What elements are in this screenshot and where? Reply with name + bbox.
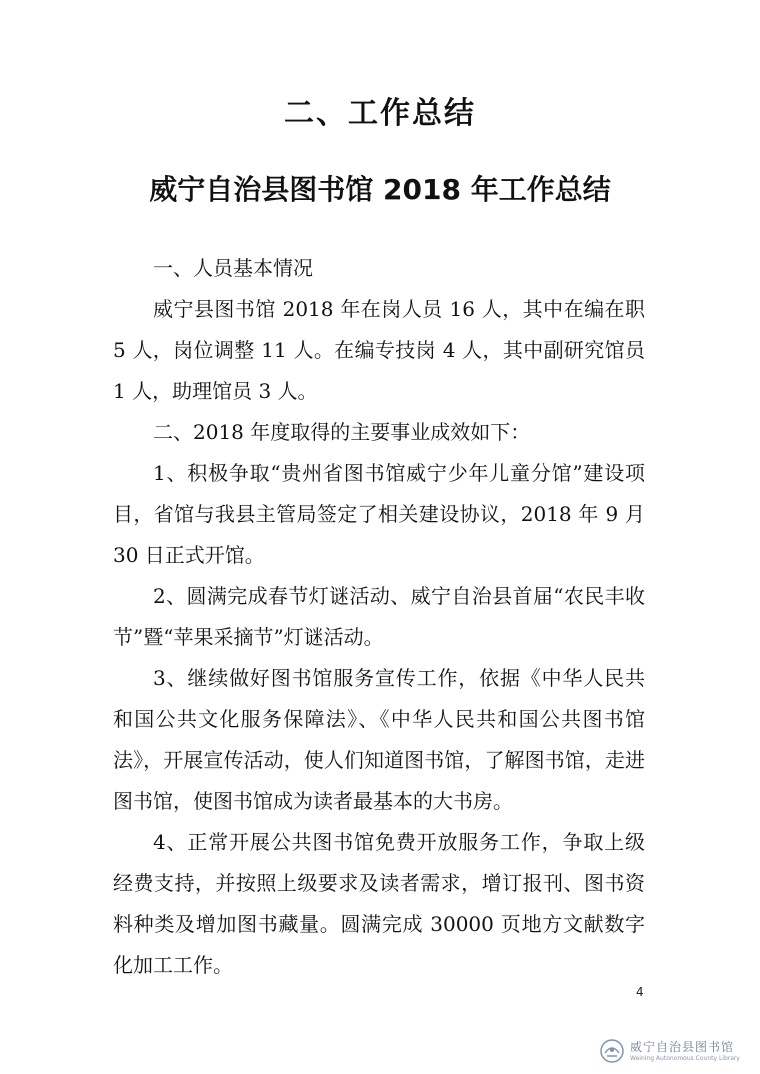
paragraph-item-4: 4、正常开展公共图书馆免费开放服务工作，争取上级经费支持，并按照上级要求及读者需求，增订报刊、图书资料种类及增加图书藏量。圆满完成 30000 页地方文献数字化加工工作。 xyxy=(113,830,645,977)
watermark-name-en: Weining Autonomous County Library xyxy=(630,1054,740,1062)
paragraph-achievements-heading: 二、2018 年度取得的主要事业成效如下： xyxy=(153,420,531,444)
paragraph-staff-details: 威宁县图书馆 2018 年在岗人员 16 人，其中在编在职 5 人，岗位调整 11 人。在编专技岗 4 人，其中副研究馆员 1 人，助理馆员 3 人。 xyxy=(113,297,645,403)
section-heading: 二、工作总结 xyxy=(284,96,476,131)
page-number: 4 xyxy=(636,985,644,999)
watermark-name-cn: 威宁自治县图书馆 xyxy=(630,1039,735,1054)
document-title: 威宁自治县图书馆 2018 年工作总结 xyxy=(149,173,611,206)
paragraph-item-2: 2、圆满完成春节灯谜活动、威宁自治县首届“农民丰收节”暨“苹果采摘节”灯谜活动。 xyxy=(113,584,645,649)
library-watermark xyxy=(600,1036,750,1066)
paragraph-staff-heading: 一、人员基本情况 xyxy=(153,256,313,280)
document-body xyxy=(113,248,645,986)
paragraph-item-1: 1、积极争取“贵州省图书馆威宁少年儿童分馆”建设项目，省馆与我县主管局签定了相关建设协议，2018 年 9 月 30 日正式开馆。 xyxy=(113,461,645,567)
library-logo-icon xyxy=(600,1039,624,1063)
paragraph-item-3: 3、继续做好图书馆服务宣传工作，依据《中华人民共和国公共文化服务保障法》、《中华人民共和国公共图书馆法》，开展宣传活动，使人们知道图书馆，了解图书馆，走进图书馆，使图书馆成为读者最基本的大书房。 xyxy=(113,666,645,813)
